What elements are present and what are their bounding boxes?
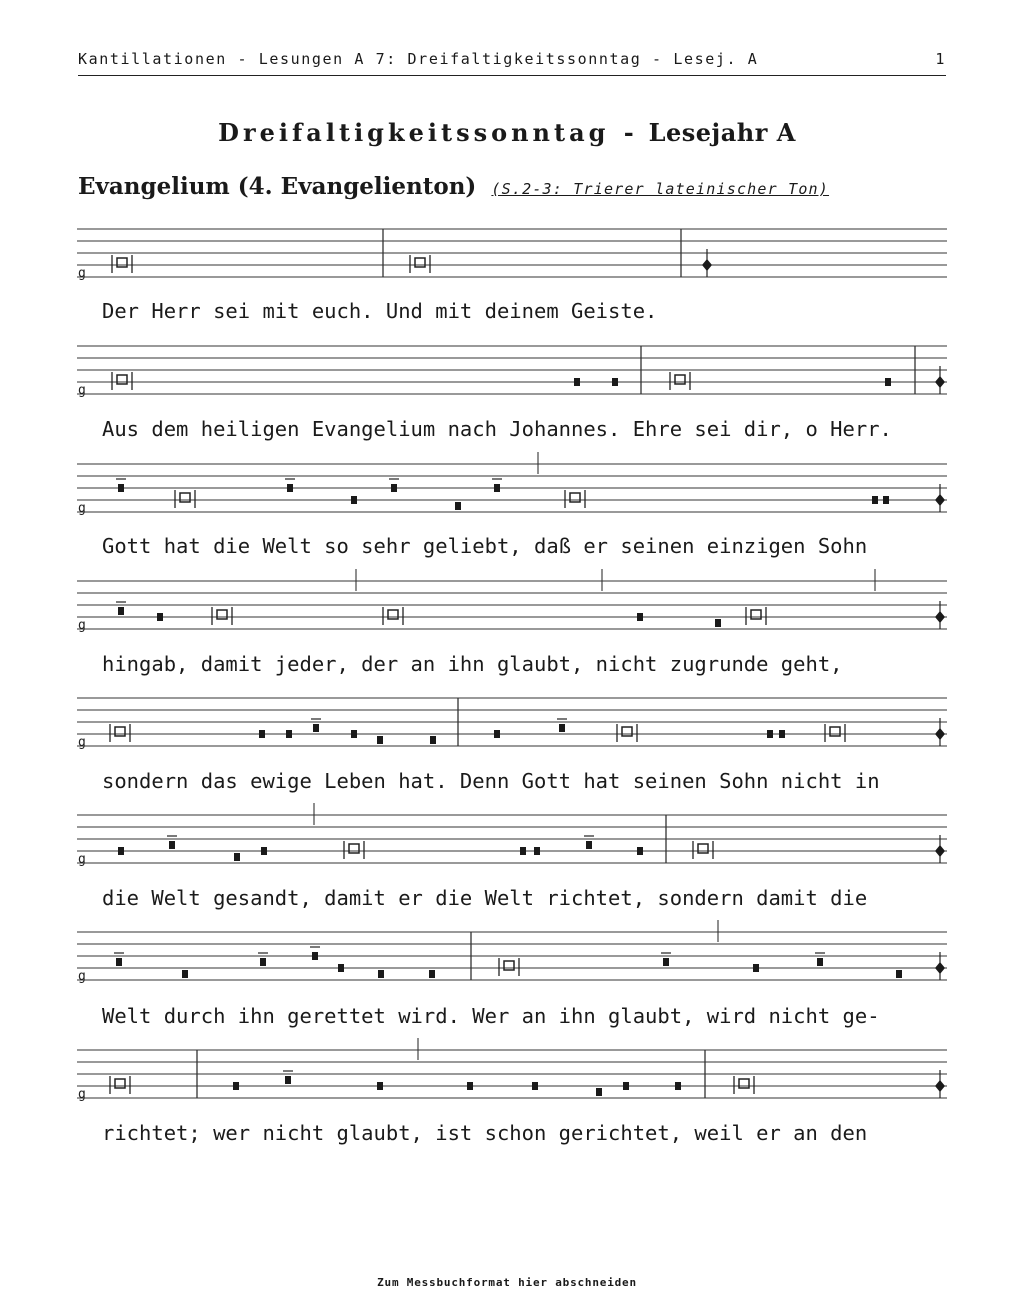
g-clef: g <box>78 735 86 750</box>
chant-note <box>285 1076 291 1084</box>
chant-note <box>259 730 265 738</box>
chant-note <box>675 1082 681 1090</box>
chant-note <box>883 496 889 504</box>
recitation-note <box>751 610 761 619</box>
chant-note <box>896 970 902 978</box>
g-clef: g <box>78 1087 86 1102</box>
final-note <box>935 494 945 506</box>
chant-note <box>455 502 461 510</box>
chant-note <box>574 378 580 386</box>
recitation-note <box>504 961 514 970</box>
chant-note <box>596 1088 602 1096</box>
recitation-note <box>115 727 125 736</box>
lyric-line: Gott hat die Welt so sehr geliebt, daß er seinen einzigen Sohn <box>102 534 868 558</box>
chant-note <box>287 484 293 492</box>
chant-note <box>430 736 436 744</box>
cut-note: Zum Messbuchformat hier abschneiden <box>377 1276 637 1289</box>
chant-note <box>118 847 124 855</box>
final-note <box>935 1080 945 1092</box>
g-clef: g <box>78 266 86 281</box>
recitation-note <box>117 258 127 267</box>
chant-note <box>534 847 540 855</box>
chant-note <box>182 970 188 978</box>
chant-note <box>118 484 124 492</box>
header-text: Kantillationen - Lesungen A 7: Dreifaltigkeitssonntag - Lesej. A <box>78 50 759 68</box>
chant-note <box>637 847 643 855</box>
chant-note <box>312 952 318 960</box>
chant-note <box>233 1082 239 1090</box>
chant-note <box>494 730 500 738</box>
g-clef: g <box>78 969 86 984</box>
recitation-note <box>675 375 685 384</box>
final-note <box>702 259 712 271</box>
chant-note <box>715 619 721 627</box>
chant-note <box>767 730 773 738</box>
lyric-line: hingab, damit jeder, der an ihn glaubt, nicht zugrunde geht, <box>102 652 843 676</box>
chant-note <box>261 847 267 855</box>
chant-note <box>116 958 122 966</box>
g-clef: g <box>78 501 86 516</box>
title-year: Lesejahr A <box>648 118 796 147</box>
chant-note <box>234 853 240 861</box>
chant-note <box>260 958 266 966</box>
chant-note <box>338 964 344 972</box>
lyric-line: Der Herr sei mit euch. Und mit deinem Geiste. <box>102 299 658 323</box>
chant-note <box>586 841 592 849</box>
chant-note <box>559 724 565 732</box>
lyric-line: Aus dem heiligen Evangelium nach Johannes. Ehre sei dir, o Herr. <box>102 417 892 441</box>
lyric-line: die Welt gesandt, damit er die Welt richtet, sondern damit die <box>102 886 868 910</box>
g-clef: g <box>78 618 86 633</box>
final-note <box>935 845 945 857</box>
chant-note <box>467 1082 473 1090</box>
recitation-note <box>622 727 632 736</box>
chant-note <box>118 607 124 615</box>
chant-note <box>612 378 618 386</box>
g-clef: g <box>78 383 86 398</box>
chant-note <box>377 736 383 744</box>
final-note <box>935 611 945 623</box>
g-clef: g <box>78 852 86 867</box>
recitation-note <box>830 727 840 736</box>
recitation-note <box>349 844 359 853</box>
recitation-note <box>415 258 425 267</box>
section-reference: (S.2-3: Trierer lateinischer Ton) <box>491 180 830 198</box>
recitation-note <box>180 493 190 502</box>
lyric-line: richtet; wer nicht glaubt, ist schon gerichtet, weil er an den <box>102 1121 868 1145</box>
section-title: Evangelium (4. Evangelienton) <box>78 173 477 200</box>
chant-note <box>169 841 175 849</box>
chant-note <box>351 496 357 504</box>
chant-note <box>532 1082 538 1090</box>
chant-note <box>779 730 785 738</box>
chant-note <box>753 964 759 972</box>
chant-note <box>377 1082 383 1090</box>
chant-note <box>391 484 397 492</box>
chant-note <box>663 958 669 966</box>
title-feast: Dreifaltigkeitssonntag <box>218 118 610 147</box>
title-dash: - <box>623 118 635 147</box>
page-number: 1 <box>935 50 946 68</box>
recitation-note <box>115 1079 125 1088</box>
lyric-line: sondern das ewige Leben hat. Denn Gott hat seinen Sohn nicht in <box>102 769 880 793</box>
chant-note <box>520 847 526 855</box>
chant-note <box>872 496 878 504</box>
recitation-note <box>698 844 708 853</box>
chant-note <box>429 970 435 978</box>
recitation-note <box>217 610 227 619</box>
final-note <box>935 962 945 974</box>
chant-note <box>157 613 163 621</box>
chant-note <box>494 484 500 492</box>
final-note <box>935 376 945 388</box>
chant-note <box>637 613 643 621</box>
chant-note <box>623 1082 629 1090</box>
chant-note <box>378 970 384 978</box>
recitation-note <box>739 1079 749 1088</box>
chant-note <box>885 378 891 386</box>
chant-note <box>313 724 319 732</box>
recitation-note <box>117 375 127 384</box>
final-note <box>935 728 945 740</box>
recitation-note <box>570 493 580 502</box>
chant-note <box>286 730 292 738</box>
chant-note <box>351 730 357 738</box>
recitation-note <box>388 610 398 619</box>
lyric-line: Welt durch ihn gerettet wird. Wer an ihn glaubt, wird nicht ge- <box>102 1004 880 1028</box>
chant-note <box>817 958 823 966</box>
